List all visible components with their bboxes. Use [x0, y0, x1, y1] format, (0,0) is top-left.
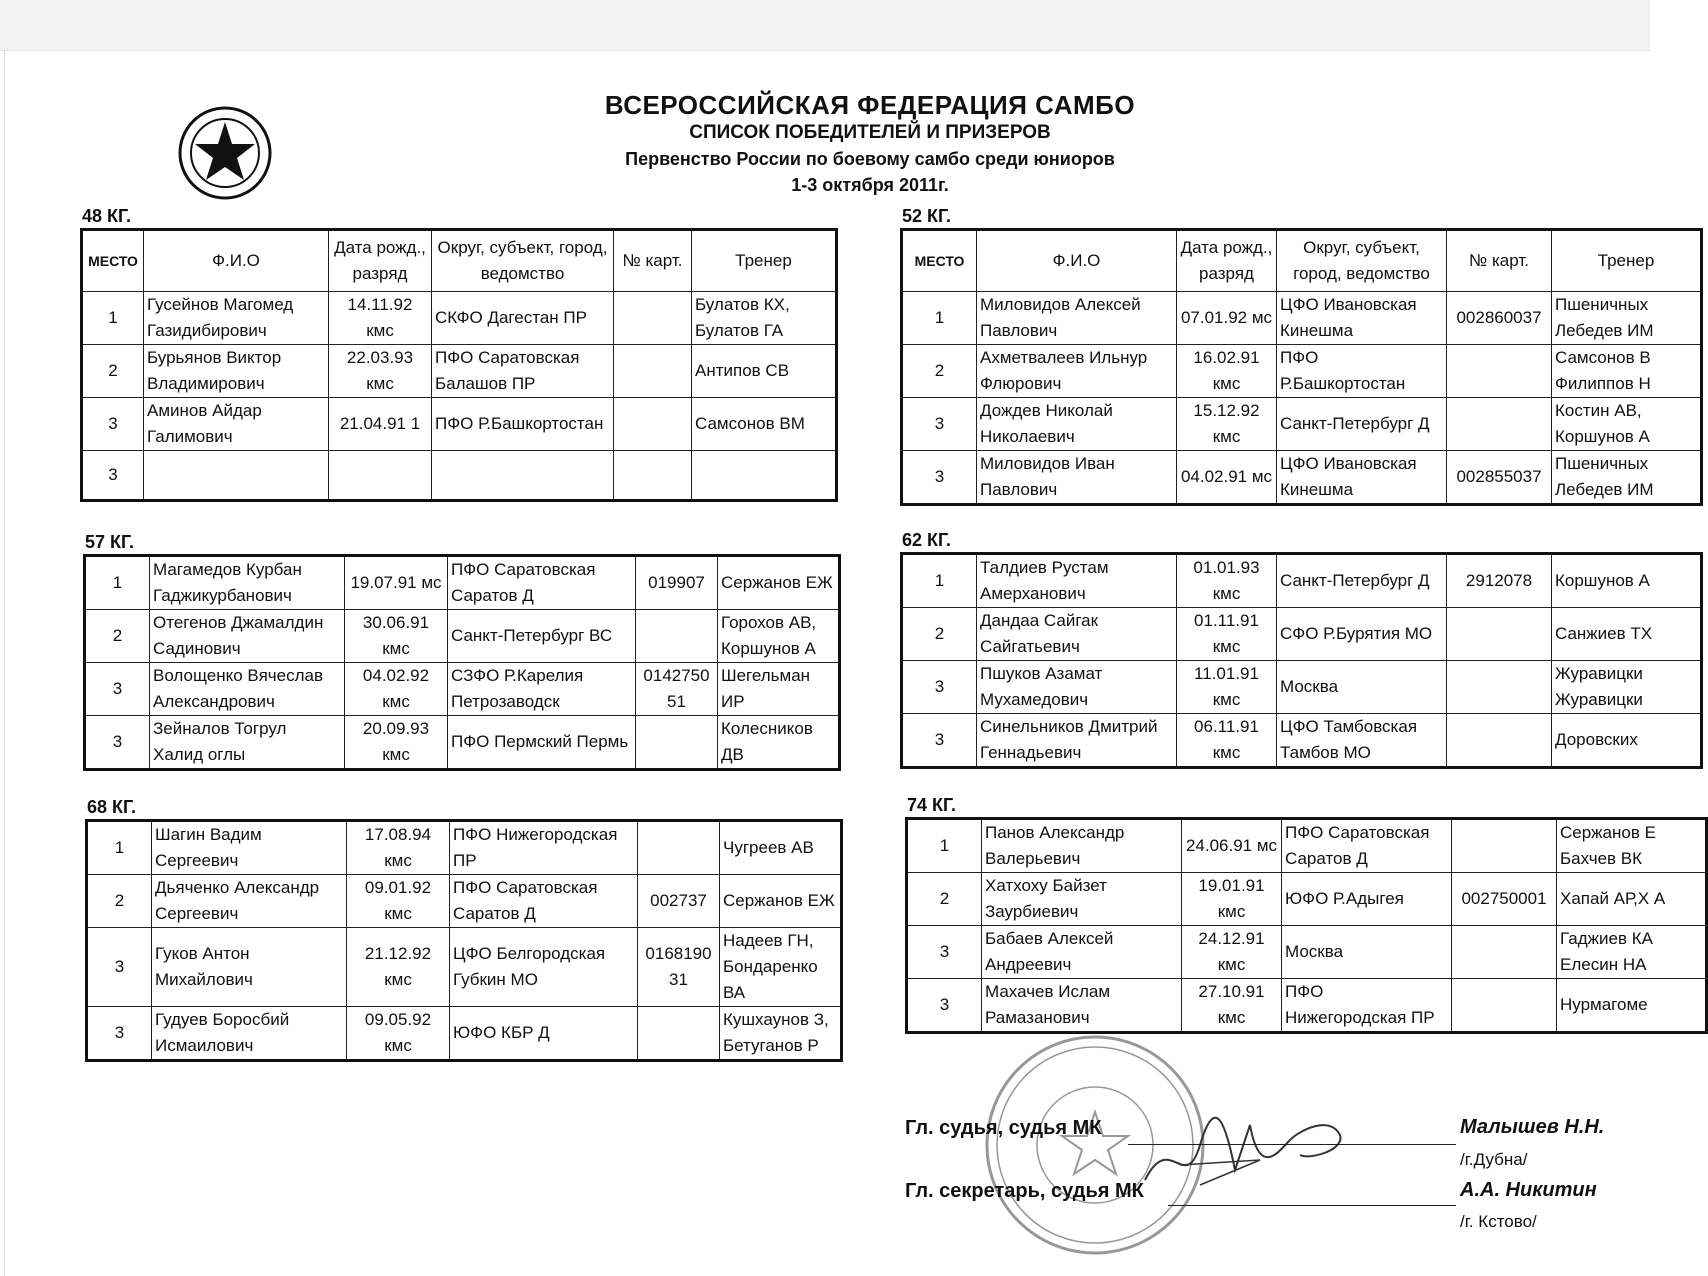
table-row [907, 979, 1707, 1033]
place-cell: 3 [85, 663, 150, 716]
card-cell: 2912078 [1447, 554, 1552, 608]
col-dob: Дата рожд., разряд [1177, 230, 1277, 292]
card-cell: 002855037 [1447, 451, 1552, 505]
table-row [902, 345, 1702, 398]
card-cell [1447, 661, 1552, 714]
place-cell: 2 [907, 873, 982, 926]
dob-cell: 09.01.92 кмс [347, 875, 450, 928]
col-name: Ф.И.О [977, 230, 1177, 292]
secretary-city: /г. Кстово/ [1460, 1212, 1537, 1231]
card-cell: 0142750 51 [636, 663, 718, 716]
col-card: № карт. [614, 230, 692, 292]
table-header-row [902, 230, 1702, 292]
judge-signature-line [1128, 1144, 1456, 1145]
coach-cell: Журавицки Журавицки [1552, 661, 1702, 714]
place-cell: 2 [87, 875, 152, 928]
weight-label: 74 КГ. [907, 795, 956, 815]
table-header-row [82, 230, 837, 292]
place-cell: 2 [902, 345, 977, 398]
card-cell [638, 1007, 720, 1061]
table-row [902, 451, 1702, 505]
dob-cell: 24.06.91 мс [1182, 819, 1282, 873]
name-cell: Отегенов Джамалдин Садинович [150, 610, 345, 663]
coach-cell: Пшеничных Лебедев ИМ [1552, 451, 1702, 505]
card-cell: 002860037 [1447, 292, 1552, 345]
name-cell: Гудуев Боросбий Исмаилович [152, 1007, 347, 1061]
coach-cell: Надеев ГН, Бондаренко ВА [720, 928, 842, 1007]
category-74-clip [905, 793, 1666, 1033]
card-cell [1447, 345, 1552, 398]
coach-cell: Сержанов Е Бахчев ВК [1557, 819, 1707, 873]
coach-cell [692, 451, 837, 501]
col-place: МЕСТО [82, 230, 144, 292]
dob-cell: 01.11.91 кмс [1177, 608, 1277, 661]
card-cell: 002750001 [1452, 873, 1557, 926]
coach-cell: Чугреев АВ [720, 821, 842, 875]
card-cell [614, 292, 692, 345]
results-table [80, 228, 838, 502]
place-cell: 2 [902, 608, 977, 661]
card-cell [638, 821, 720, 875]
dob-cell: 06.11.91 кмс [1177, 714, 1277, 768]
document-header [560, 90, 1180, 198]
table-row [907, 873, 1707, 926]
table-row [85, 610, 840, 663]
dob-cell: 16.02.91 кмс [1177, 345, 1277, 398]
place-cell: 1 [87, 821, 152, 875]
name-cell: Гусейнов Магомед Газидибирович [144, 292, 329, 345]
col-place: МЕСТО [902, 230, 977, 292]
place-cell: 3 [902, 661, 977, 714]
results-table [900, 228, 1703, 506]
category-62 [900, 528, 1703, 769]
dob-cell: 21.12.92 кмс [347, 928, 450, 1007]
name-cell: Гуков Антон Михайлович [152, 928, 347, 1007]
place-cell: 3 [907, 926, 982, 979]
results-table [85, 819, 843, 1062]
name-cell: Дьяченко Александр Сергеевич [152, 875, 347, 928]
card-cell: 0168190 31 [638, 928, 720, 1007]
region-cell: СКФО Дагестан ПР [432, 292, 614, 345]
dob-cell: 07.01.92 мс [1177, 292, 1277, 345]
name-cell: Талдиев Рустам Амерханович [977, 554, 1177, 608]
weight-label: 57 КГ. [85, 532, 134, 552]
paper-edge [4, 50, 5, 1276]
dob-cell: 01.01.93 кмс [1177, 554, 1277, 608]
scan-top-band [0, 0, 1650, 51]
place-cell: 2 [82, 345, 144, 398]
name-cell: Миловидов Алексей Павлович [977, 292, 1177, 345]
name-cell: Волощенко Вячеслав Александрович [150, 663, 345, 716]
star-emblem-icon [170, 106, 280, 200]
table-row [907, 819, 1707, 873]
place-cell: 3 [902, 398, 977, 451]
name-cell: Шагин Вадим Сергеевич [152, 821, 347, 875]
judge-label: Гл. судья, судья МК [905, 1117, 1102, 1139]
table-row [82, 451, 837, 501]
judge-city: /г.Дубна/ [1460, 1150, 1528, 1169]
federation-title: ВСЕРОССИЙСКАЯ ФЕДЕРАЦИЯ САМБО [604, 90, 1136, 120]
place-cell: 3 [902, 451, 977, 505]
table-row [82, 292, 837, 345]
dob-cell: 24.12.91 кмс [1182, 926, 1282, 979]
name-cell: Магамедов Курбан Гаджикурбанович [150, 556, 345, 610]
dob-cell: 22.03.93 кмс [329, 345, 432, 398]
region-cell: ПФО Саратовская Саратов Д [448, 556, 636, 610]
region-cell: ЮФО Р.Адыгея [1282, 873, 1452, 926]
name-cell: Аминов Айдар Галимович [144, 398, 329, 451]
name-cell: Бурьянов Виктор Владимирович [144, 345, 329, 398]
list-subtitle: СПИСОК ПОБЕДИТЕЛЕЙ И ПРИЗЕРОВ [689, 122, 1051, 143]
weight-label: 48 КГ. [82, 206, 131, 226]
table-row [87, 928, 842, 1007]
dob-cell: 20.09.93 кмс [345, 716, 448, 770]
region-cell: ПФО Пермский Пермь [448, 716, 636, 770]
table-row [87, 1007, 842, 1061]
coach-cell: Коршунов А [1552, 554, 1702, 608]
region-cell: ПФО Р.Башкортостан [432, 398, 614, 451]
card-cell [614, 345, 692, 398]
col-coach: Тренер [692, 230, 837, 292]
dob-cell: 04.02.92 кмс [345, 663, 448, 716]
coach-cell: Самсонов ВМ [692, 398, 837, 451]
table-row [902, 554, 1702, 608]
category-74 [905, 793, 1708, 1034]
place-cell: 3 [902, 714, 977, 768]
coach-cell: Сержанов ЕЖ [718, 556, 840, 610]
table-row [85, 663, 840, 716]
name-cell: Махачев Ислам Рамазанович [982, 979, 1182, 1033]
category-68 [85, 795, 843, 1062]
region-cell: Москва [1277, 661, 1447, 714]
card-cell [1452, 926, 1557, 979]
category-48 [80, 204, 838, 502]
coach-cell: Шегельман ИР [718, 663, 840, 716]
coach-cell: Кушхаунов З, Бетуганов Р [720, 1007, 842, 1061]
region-cell: ЦФО Ивановская Кинешма [1277, 292, 1447, 345]
weight-label: 62 КГ. [902, 530, 951, 550]
col-region: Округ, субъект, город, ведомство [1277, 230, 1447, 292]
table-row [902, 608, 1702, 661]
event-title: Первенство России по боевому самбо среди юниоров [625, 149, 1115, 169]
table-row [85, 556, 840, 610]
region-cell: Москва [1282, 926, 1452, 979]
table-row [85, 716, 840, 770]
col-name: Ф.И.О [144, 230, 329, 292]
name-cell: Дождев Николай Николаевич [977, 398, 1177, 451]
name-cell: Зейналов Тогрул Халид оглы [150, 716, 345, 770]
place-cell: 3 [85, 716, 150, 770]
dob-cell [329, 451, 432, 501]
results-table [83, 554, 841, 771]
card-cell [636, 716, 718, 770]
region-cell: ПФО Нижегородская ПР [450, 821, 638, 875]
category-52 [900, 204, 1703, 506]
dob-cell: 17.08.94 кмс [347, 821, 450, 875]
category-52-clip [900, 204, 1655, 524]
card-cell [1452, 979, 1557, 1033]
name-cell: Дандаа Сайгак Сайгатьевич [977, 608, 1177, 661]
card-cell [1452, 819, 1557, 873]
name-cell: Бабаев Алексей Андреевич [982, 926, 1182, 979]
dob-cell: 21.04.91 1 [329, 398, 432, 451]
event-dates: 1-3 октября 2011г. [791, 175, 949, 195]
col-dob: Дата рожд., разряд [329, 230, 432, 292]
dob-cell: 04.02.91 мс [1177, 451, 1277, 505]
region-cell: ПФО Р.Башкортостан [1277, 345, 1447, 398]
name-cell: Хатхоху Байзет Заурбиевич [982, 873, 1182, 926]
table-row [902, 292, 1702, 345]
col-card: № карт. [1447, 230, 1552, 292]
region-cell: ПФО Саратовская Балашов ПР [432, 345, 614, 398]
card-cell [614, 398, 692, 451]
card-cell: 002737 [638, 875, 720, 928]
secretary-name: А.А. Никитин [1460, 1179, 1597, 1201]
dob-cell: 15.12.92 кмс [1177, 398, 1277, 451]
region-cell: ЦФО Белгородская Губкин МО [450, 928, 638, 1007]
place-cell: 3 [87, 928, 152, 1007]
coach-cell: Костин АВ, Коршунов А [1552, 398, 1702, 451]
place-cell: 3 [82, 451, 144, 501]
results-table [900, 552, 1703, 769]
place-cell: 2 [85, 610, 150, 663]
category-62-clip [900, 528, 1653, 768]
region-cell: СФО Р.Бурятия МО [1277, 608, 1447, 661]
table-row [87, 821, 842, 875]
name-cell: Ахметвалеев Ильнур Флюрович [977, 345, 1177, 398]
secretary-signature-line [1168, 1205, 1456, 1206]
dob-cell: 11.01.91 кмс [1177, 661, 1277, 714]
coach-cell: Санжиев ТХ [1552, 608, 1702, 661]
category-57 [83, 530, 841, 771]
region-cell: Санкт-Петербург ВС [448, 610, 636, 663]
name-cell: Миловидов Иван Павлович [977, 451, 1177, 505]
card-cell [1447, 714, 1552, 768]
region-cell: Санкт-Петербург Д [1277, 554, 1447, 608]
place-cell: 1 [85, 556, 150, 610]
region-cell: Санкт-Петербург Д [1277, 398, 1447, 451]
dob-cell: 19.01.91 кмс [1182, 873, 1282, 926]
card-cell [1447, 398, 1552, 451]
region-cell: СЗФО Р.Карелия Петрозаводск [448, 663, 636, 716]
place-cell: 1 [902, 292, 977, 345]
coach-cell: Доровских [1552, 714, 1702, 768]
region-cell: ПФО Нижегородская ПР [1282, 979, 1452, 1033]
dob-cell: 14.11.92 кмс [329, 292, 432, 345]
dob-cell: 27.10.91 кмс [1182, 979, 1282, 1033]
col-region: Округ, субъект, город, ведомство [432, 230, 614, 292]
dob-cell: 30.06.91 кмс [345, 610, 448, 663]
card-cell [1447, 608, 1552, 661]
coach-cell: Горохов АВ, Коршунов А [718, 610, 840, 663]
dob-cell: 09.05.92 кмс [347, 1007, 450, 1061]
coach-cell: Булатов КХ, Булатов ГА [692, 292, 837, 345]
table-row [82, 398, 837, 451]
coach-cell: Колесников ДВ [718, 716, 840, 770]
region-cell [432, 451, 614, 501]
coach-cell: Сержанов ЕЖ [720, 875, 842, 928]
region-cell: ЦФО Ивановская Кинешма [1277, 451, 1447, 505]
coach-cell: Хапай АР,Х А [1557, 873, 1707, 926]
place-cell: 1 [907, 819, 982, 873]
coach-cell: Самсонов В Филиппов Н [1552, 345, 1702, 398]
secretary-label: Гл. секретарь, судья МК [905, 1180, 1144, 1202]
handwritten-signature-icon [1140, 1110, 1380, 1200]
dob-cell: 19.07.91 мс [345, 556, 448, 610]
card-cell [614, 451, 692, 501]
region-cell: ЮФО КБР Д [450, 1007, 638, 1061]
region-cell: ПФО Саратовская Саратов Д [450, 875, 638, 928]
name-cell: Панов Александр Валерьевич [982, 819, 1182, 873]
results-table [905, 817, 1708, 1034]
place-cell: 3 [87, 1007, 152, 1061]
coach-cell: Нурмагоме [1557, 979, 1707, 1033]
place-cell: 3 [82, 398, 144, 451]
weight-label: 68 КГ. [87, 797, 136, 817]
card-cell: 019907 [636, 556, 718, 610]
card-cell [636, 610, 718, 663]
table-row [902, 661, 1702, 714]
col-coach: Тренер [1552, 230, 1702, 292]
name-cell: Пшуков Азамат Мухамедович [977, 661, 1177, 714]
coach-cell: Пшеничных Лебедев ИМ [1552, 292, 1702, 345]
place-cell: 3 [907, 979, 982, 1033]
region-cell: ЦФО Тамбовская Тамбов МО [1277, 714, 1447, 768]
table-row [907, 926, 1707, 979]
table-row [902, 714, 1702, 768]
coach-cell: Гаджиев КА Елесин НА [1557, 926, 1707, 979]
place-cell: 1 [82, 292, 144, 345]
table-row [87, 875, 842, 928]
region-cell: ПФО Саратовская Саратов Д [1282, 819, 1452, 873]
table-row [902, 398, 1702, 451]
place-cell: 1 [902, 554, 977, 608]
name-cell: Синельников Дмитрий Геннадьевич [977, 714, 1177, 768]
judge-name: Малышев Н.Н. [1460, 1116, 1605, 1138]
table-row [82, 345, 837, 398]
name-cell [144, 451, 329, 501]
weight-label: 52 КГ. [902, 206, 951, 226]
coach-cell: Антипов СВ [692, 345, 837, 398]
